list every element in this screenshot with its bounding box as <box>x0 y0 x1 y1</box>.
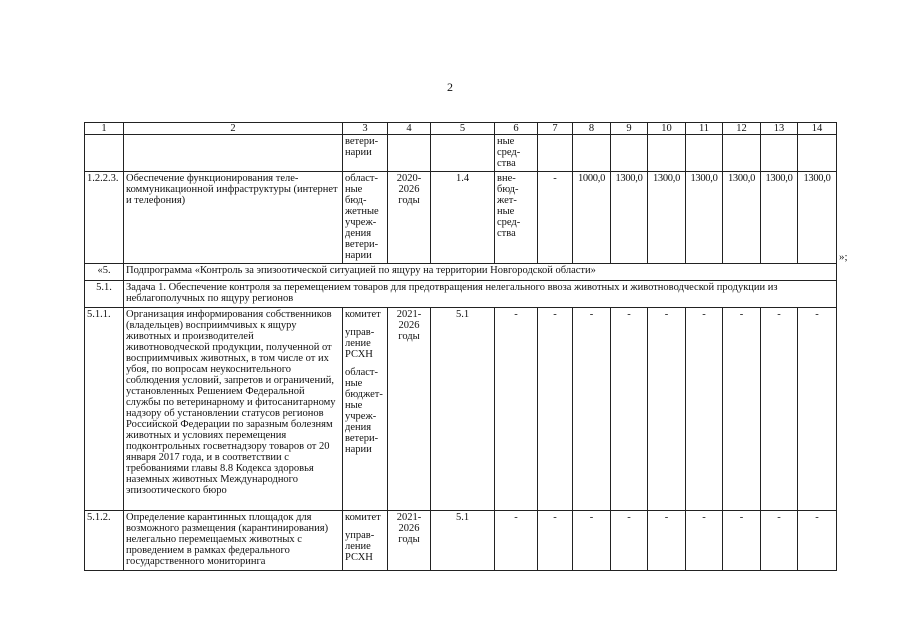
item-number: «5. <box>85 264 124 281</box>
cell-line: жетные <box>345 206 379 217</box>
header-cell: 7 <box>538 123 573 135</box>
cell-line: област- <box>345 367 378 378</box>
target-indicator-cell: 1.4 <box>431 172 495 264</box>
table-row <box>85 172 837 264</box>
cell-line: РСХН <box>345 349 373 360</box>
task-title: Задача 1. Обеспечение контроля за перемещением товаров для предотвращения нелегального ввоза животных и животноводческой продукции из неблагополучных по ящуру регионов <box>124 281 837 308</box>
table-cell <box>761 135 798 172</box>
cell-line: ветери- <box>345 136 379 147</box>
header-cell: 12 <box>723 123 761 135</box>
item-number: 1.2.2.3. <box>85 172 124 264</box>
header-cell: 1 <box>85 123 124 135</box>
amount-cell: - <box>798 308 837 511</box>
cell-line: учреж- <box>345 217 377 228</box>
cell-line: сред- <box>497 147 521 158</box>
table-cell <box>611 135 648 172</box>
cell-line: 2026 <box>398 320 420 331</box>
amount-cell: - <box>573 308 611 511</box>
cell-line: бюд- <box>497 184 519 195</box>
cell-line: бюджет- <box>345 389 383 400</box>
item-text: Определение карантинных площадок для возможного размещения (карантинирования) нелегально перемещаемых животных с проведением в рамках федерального государственного мониторинга <box>124 511 343 571</box>
subprogram-title: Подпрограмма «Контроль за эпизоотической ситуацией по ящуру на территории Новгородской области» <box>124 264 837 281</box>
term-cell <box>388 511 431 571</box>
item-text: Обеспечение функционирования теле-коммуникационной инфраструктуры (интернет и телефония) <box>124 172 343 264</box>
cell-line: годы <box>398 534 420 545</box>
header-row <box>85 123 837 135</box>
executor-cell <box>343 308 388 511</box>
amount-cell: - <box>611 308 648 511</box>
cell-line: 2026 <box>398 523 420 534</box>
table-cell <box>723 135 761 172</box>
cell-line: 2020- <box>396 173 422 184</box>
term-cell <box>388 308 431 511</box>
target-indicator-cell: 5.1 <box>431 511 495 571</box>
amount-cell: 1300,0 <box>611 172 648 264</box>
cell-line: ветери- <box>345 433 379 444</box>
term-cell <box>388 172 431 264</box>
item-number: 5.1.2. <box>85 511 124 571</box>
amount-cell: - <box>648 308 686 511</box>
header-cell: 6 <box>495 123 538 135</box>
cell-line: учреж- <box>345 411 377 422</box>
header-cell: 2 <box>124 123 343 135</box>
cell-line: нарии <box>345 147 372 158</box>
cell-line: ные <box>497 206 515 217</box>
table-cell <box>686 135 723 172</box>
item-number: 5.1. <box>85 281 124 308</box>
cell-line: ление <box>345 338 371 349</box>
header-cell: 11 <box>686 123 723 135</box>
cell-line: годы <box>398 331 420 342</box>
cell-line: ства <box>497 228 516 239</box>
amount-cell: - <box>538 511 573 571</box>
cell-line: дения <box>345 422 372 433</box>
cell-line: управ- <box>345 530 375 541</box>
amount-cell: 1300,0 <box>798 172 837 264</box>
amount-cell: - <box>723 511 761 571</box>
table-row <box>85 264 837 281</box>
table-row <box>85 511 837 571</box>
cell-line: нарии <box>345 444 372 455</box>
cell-line: управ- <box>345 327 375 338</box>
header-cell: 3 <box>343 123 388 135</box>
header-cell: 4 <box>388 123 431 135</box>
amount-cell: - <box>495 308 538 511</box>
closing-quote: »; <box>839 251 848 263</box>
amount-cell: - <box>495 511 538 571</box>
table-cell <box>538 135 573 172</box>
item-number: 5.1.1. <box>85 308 124 511</box>
cell-line: ные <box>345 378 363 389</box>
cell-line: бюд- <box>345 195 367 206</box>
table-cell <box>648 135 686 172</box>
cell-line: жет- <box>497 195 517 206</box>
table-cell <box>85 135 124 172</box>
amount-cell: - <box>686 511 723 571</box>
header-cell: 5 <box>431 123 495 135</box>
executor-cell <box>343 172 388 264</box>
cell-line: нарии <box>345 250 372 261</box>
amount-cell: - <box>538 308 573 511</box>
cell-line: 2021- <box>396 309 422 320</box>
table-cell <box>798 135 837 172</box>
amount-cell: - <box>648 511 686 571</box>
cell-line: ные <box>345 184 363 195</box>
table-row <box>85 281 837 308</box>
executor-cell <box>343 511 388 571</box>
executor-cell <box>343 135 388 172</box>
header-cell: 8 <box>573 123 611 135</box>
target-indicator-cell: 5.1 <box>431 308 495 511</box>
cell-line: вне- <box>497 173 516 184</box>
header-cell: 14 <box>798 123 837 135</box>
cell-line: ства <box>497 158 516 169</box>
amount-cell: 1300,0 <box>686 172 723 264</box>
page-number: 2 <box>447 80 453 94</box>
cell-line: ление <box>345 541 371 552</box>
amount-cell: - <box>538 172 573 264</box>
amount-cell: - <box>573 511 611 571</box>
cell-line: годы <box>398 195 420 206</box>
cell-line: сред- <box>497 217 521 228</box>
table-cell <box>388 135 431 172</box>
table-row <box>85 308 837 511</box>
funding-source-cell <box>495 135 538 172</box>
amount-cell: 1000,0 <box>573 172 611 264</box>
cell-line: ные <box>345 400 363 411</box>
header-cell: 13 <box>761 123 798 135</box>
header-cell: 10 <box>648 123 686 135</box>
plan-table <box>84 122 837 571</box>
amount-cell: - <box>723 308 761 511</box>
cell-line: ветери- <box>345 239 379 250</box>
amount-cell: 1300,0 <box>723 172 761 264</box>
table-cell <box>431 135 495 172</box>
cell-line: област- <box>345 173 378 184</box>
cell-line: комитет <box>345 309 381 320</box>
cell-line: дения <box>345 228 372 239</box>
amount-cell: - <box>798 511 837 571</box>
amount-cell: - <box>761 308 798 511</box>
amount-cell: - <box>611 511 648 571</box>
amount-cell: 1300,0 <box>761 172 798 264</box>
cell-line: комитет <box>345 512 381 523</box>
amount-cell: 1300,0 <box>648 172 686 264</box>
table-cell <box>573 135 611 172</box>
item-text: Организация информирования собственников (владельцев) восприимчивых к ящуру животных и производителей животноводческой продукции, полученной от восприимчивых животных, в том числе от их убоя, по вопросам неукоснительного соблюдения условий, запретов и ограничений, установленных Решением Федеральной службы по ветеринарному и фитосанитарному надзору об установлении статусов регионов Российской Федерации по заразным болезням животных и условиях перемещения подконтрольных госветнадзору товаров от 20 января 2017 года, и в соответствии с требованиями главы 8.8 Кодекса здоровья наземных животных Международного эпизоотического бюро <box>124 308 343 511</box>
header-cell: 9 <box>611 123 648 135</box>
funding-source-cell <box>495 172 538 264</box>
amount-cell: - <box>686 308 723 511</box>
cell-line: 2021- <box>396 512 422 523</box>
cell-line: РСХН <box>345 552 373 563</box>
table-row <box>85 135 837 172</box>
cell-line: 2026 <box>398 184 420 195</box>
cell-line: ные <box>497 136 515 147</box>
table-cell <box>124 135 343 172</box>
amount-cell: - <box>761 511 798 571</box>
